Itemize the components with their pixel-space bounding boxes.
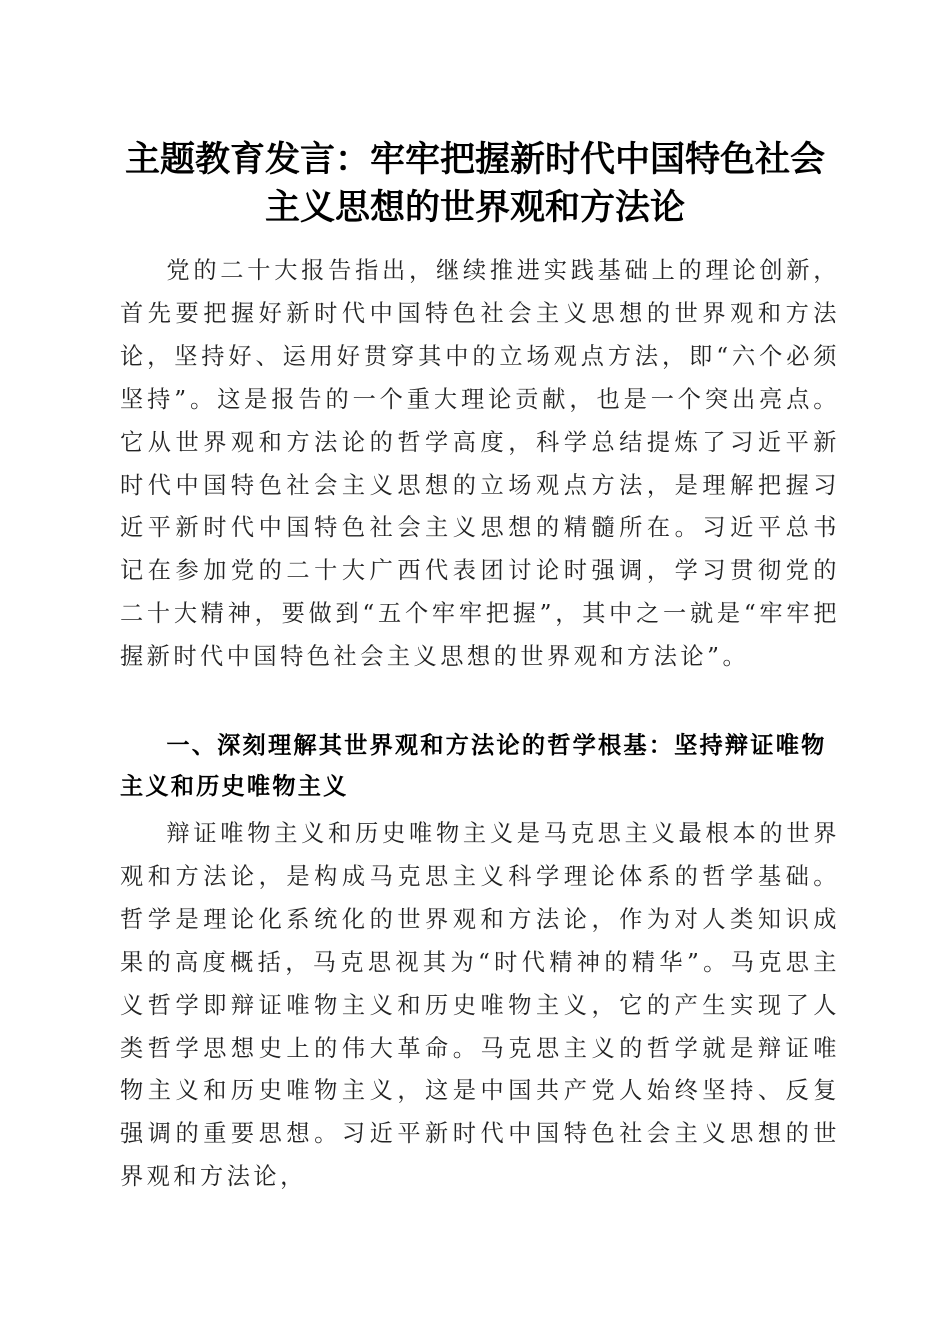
- section-1-paragraph-text: 辩证唯物主义和历史唯物主义是马克思主义最根本的世界观和方法论，是构成马克思主义科学理论体系的哲学基础。哲学是理论化系统化的世界观和方法论，作为对人类知识成果的高度概括，马克思视其为“时代精神的精华”。马克思主义哲学即辩证唯物主义和历史唯物主义，它的产生实现了人类哲学思想史上的伟大革命。马克思主义的哲学就是辩证唯物主义和历史唯物主义，这是中国共产党人始终坚持、反复强调的重要思想。习近平新时代中国特色社会主义思想的世界观和方法论，: [120, 820, 840, 1191]
- section-1-paragraph: [120, 813, 840, 1199]
- document-title-line-2: 主义思想的世界观和方法论: [264, 187, 685, 228]
- intro-paragraph: [120, 250, 840, 679]
- section-heading-1: [120, 725, 840, 807]
- section-heading-1-text: 一、深刻理解其世界观和方法论的哲学根基：坚持辩证唯物主义和历史唯物主义: [120, 732, 827, 800]
- intro-paragraph-text: 党的二十大报告指出，继续推进实践基础上的理论创新，首先要把握好新时代中国特色社会主义思想的世界观和方法论，坚持好、运用好贯穿其中的立场观点方法，即“六个必须坚持”。这是报告的一个重大理论贡献，也是一个突出亮点。它从世界观和方法论的哲学高度，科学总结提炼了习近平新时代中国特色社会主义思想的立场观点方法，是理解把握习近平新时代中国特色社会主义思想的精髓所在。习近平总书记在参加党的二十大广西代表团讨论时强调，学习贯彻党的二十大精神，要做到“五个牢牢把握”，其中之一就是“牢牢把握新时代中国特色社会主义思想的世界观和方法论”。: [120, 257, 840, 671]
- document-title-line-1: 主题教育发言：牢牢把握新时代中国特色社会: [124, 139, 825, 180]
